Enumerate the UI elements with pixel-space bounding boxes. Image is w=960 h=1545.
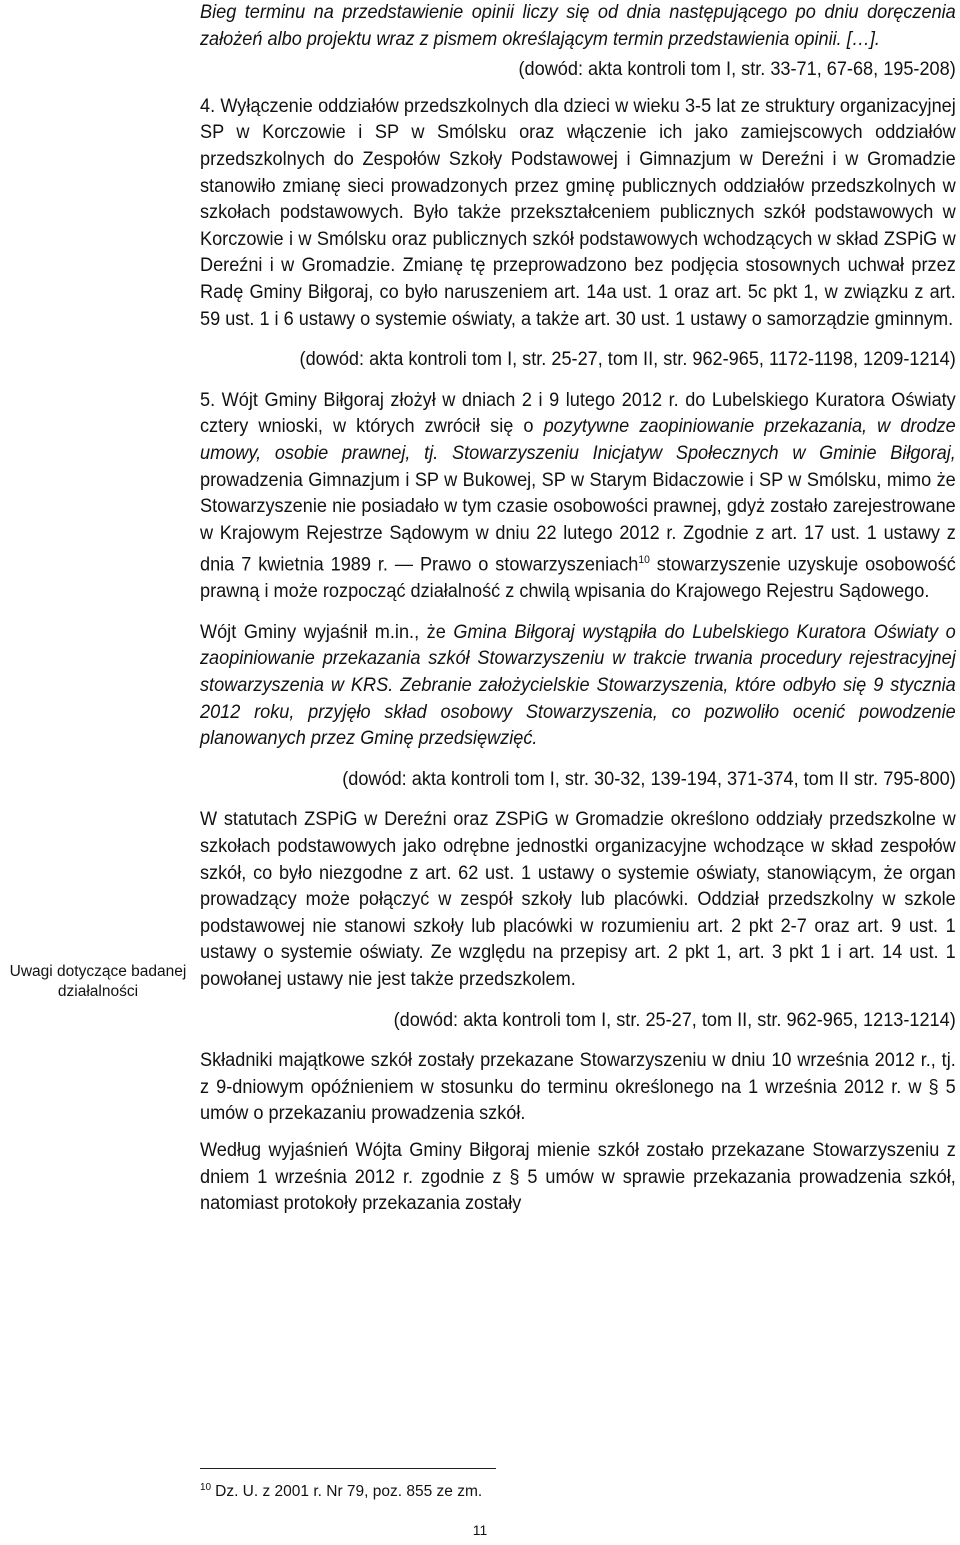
margin-note: Uwagi dotyczące badanej działalności (9, 963, 187, 1000)
paragraph-point-5 (200, 388, 956, 606)
paragraph-explanation-2: Według wyjaśnień Wójta Gminy Biłgoraj mienie szkół zostało przekazane Stowarzyszeniu z dniem 1 września 2012 r. zgodnie z § 5 umów w sprawie przekazania prowadzenia szkół, natomiast protokoły przekazania zostały (200, 1139, 956, 1215)
paragraph-text: prowadzenia Gimnazjum i SP w Bukowej, SP w Starym Bidaczowie i SP w Smólsku, mimo że Stowarzyszenie nie posiadało w tym czasie osobowości prawnej, gdyż zostało zarejestrowane w Krajowym Rejestrze Sądowym w dniu 22 lutego 2012 r. Zgodnie z art. 17 ust. 1 ustawy z dnia 7 kwietnia 1989 r. — Prawo o stowarzyszeniach (200, 469, 956, 576)
footnote-separator (200, 1468, 496, 1469)
paragraph-statutes: W statutach ZSPiG w Dereźni oraz ZSPiG w Gromadzie określono oddziały przedszkolne w szkołach podstawowych jako odrębne jednostki organizacyjne wchodzące w skład zespołów szkół, co było niezgodne z art. 62 ust. 1 ustawy o systemie oświaty, stanowiącym, że organ prowadzący może połączyć w zespół szkoły lub placówki. Oddział przedszkolny w szkole podstawowej nie stanowi szkoły lub placówki w rozumieniu art. 2 pkt 2-7 oraz art. 9 ust. 1 ustawy o systemie oświaty. Ze względu na przepisy art. 2 pkt 1, art. 3 pkt 1 i art. 14 ust. 1 powołanej ustawy nie jest także przedszkolem. (200, 809, 956, 991)
footnote-text: Dz. U. z 2001 r. Nr 79, poz. 855 ze zm. (215, 1483, 483, 1501)
footnote-number: 10 (200, 1482, 212, 1493)
paragraph-assets: Składniki majątkowe szkół zostały przekazane Stowarzyszeniu w dniu 10 września 2012 r., tj. z 9-dniowym opóźnieniem w stosunku do terminu określonego na 1 września 2012 r. w § 5 umów o przekazaniu prowadzenia szkół. (200, 1050, 956, 1125)
paragraph-text: Wójt Gminy wyjaśnił m.in., że (200, 621, 454, 643)
evidence-reference: (dowód: akta kontroli tom I, str. 25-27, tom II, str. 962-965, 1213-1214) (393, 1009, 956, 1031)
paragraph-point-4: 4. Wyłączenie oddziałów przedszkolnych dla dzieci w wieku 3-5 lat ze struktury organizacyjnej SP w Korczowie i SP w Smólsku oraz włączenie ich jako zamiejscowych oddziałów przedszkolnych do Zespołów Szkoły Podstawowej i Gimnazjum w Dereźni i w Gromadzie stanowiło zmianę sieci prowadzonych przez gminę publicznych oddziałów przedszkolnych w szkołach podstawowych. Było także przekształceniem publicznych szkół podstawowych w Korczowie i w Smólsku oraz publicznych szkół podstawowych wchodzących w skład ZSPiG w Dereźni i w Gromadzie. Zmianę tę przeprowadzono bez podjęcia stosownych uchwał przez Radę Gminy Biłgoraj, co było naruszeniem art. 14a ust. 1 oraz art. 5c pkt 1, w związku z art. 59 ust. 1 i 6 ustawy o systemie oświaty, a także art. 30 ust. 1 ustawy o samorządzie gminnym. (200, 95, 956, 330)
paragraph-explanation (200, 620, 956, 753)
evidence-reference: (dowód: akta kontroli tom I, str. 25-27, tom II, str. 962-965, 1172-1198, 1209-1214) (299, 349, 956, 371)
paragraph-italic-text: pozytywne zaopiniowanie przekazania, w drodze umowy, osobie prawnej, tj. Stowarzyszeniu Inicjatyw Społecznych w Gminie Biłgoraj, (200, 416, 956, 464)
evidence-reference: (dowód: akta kontroli tom I, str. 33-71, 67-68, 195-208) (518, 59, 956, 81)
footnote (200, 1478, 482, 1502)
footnote-reference: 10 (638, 554, 650, 567)
paragraph-text: stowarzyszenie uzyskuje osobowość prawną i może rozpocząć działalność z chwilą wpisania do Krajowego Rejestru Sądowego. (200, 554, 956, 603)
paragraph-text: 5. Wójt Gminy Biłgoraj złożył w dniach 2 i 9 lutego 2012 r. do Lubelskiego Kuratora Oświaty cztery wnioski, w których zwrócił się o (200, 389, 956, 438)
document-body (200, 0, 956, 1218)
evidence-reference: (dowód: akta kontroli tom I, str. 30-32, 139-194, 371-374, tom II str. 795-800) (342, 768, 956, 790)
paragraph-quote: Bieg terminu na przedstawienie opinii liczy się od dnia następującego po dniu doręczenia założeń albo projektu wraz z pismem określającym termin przedstawienia opinii. […]. (200, 2, 956, 50)
paragraph-italic-text: Gmina Biłgoraj wystąpiła do Lubelskiego Kuratora Oświaty o zaopiniowanie przekazania szkół Stowarzyszeniu w trakcie trwania procedury rejestracyjnej stowarzyszenia w KRS. Zebranie założycielskie Stowarzyszenia, które odbyło się 9 stycznia 2012 roku, przyjęło skład osobowy Stowarzyszenia, co pozwoliło ocenić powodzenie planowanych przez Gminę przedsięwzięć. (200, 621, 956, 750)
page-number: 11 (472, 1522, 488, 1538)
